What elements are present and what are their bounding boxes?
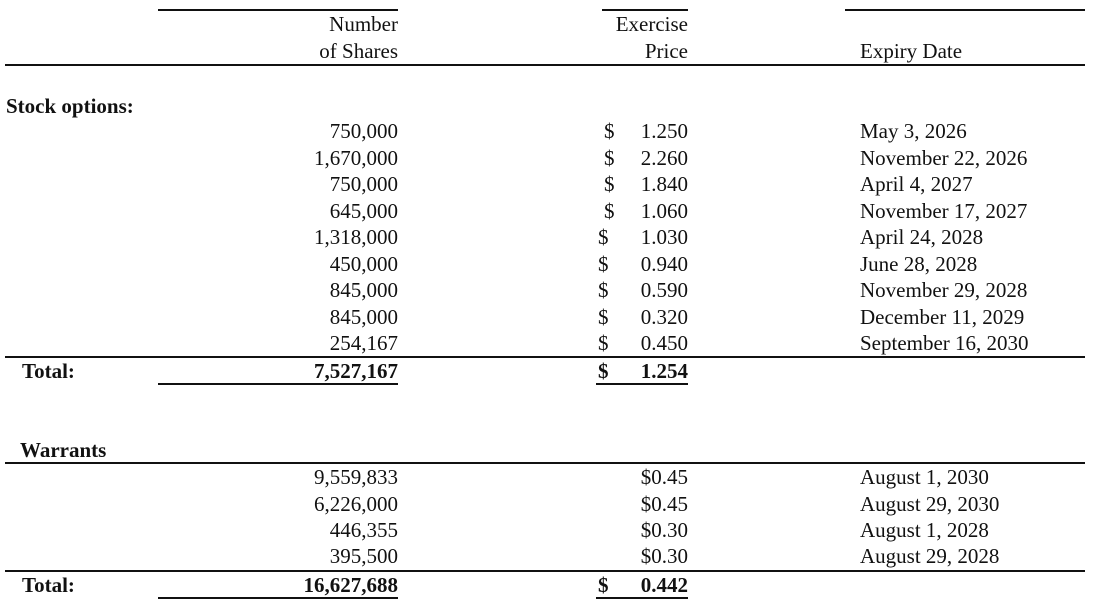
top-rule: [845, 9, 1085, 11]
total-price: 1.254: [640, 359, 688, 383]
price-cell: 0.590: [640, 278, 688, 302]
expiry-cell: May 3, 2026: [860, 119, 967, 143]
currency-cell: $: [598, 252, 609, 276]
currency-cell: $: [598, 225, 609, 249]
total-underline: [158, 597, 398, 599]
total-underline: [158, 383, 398, 385]
expiry-cell: April 24, 2028: [860, 225, 984, 249]
price-cell: 2.260: [640, 146, 688, 170]
total-price: 0.442: [640, 573, 688, 597]
price-cell: 1.840: [640, 172, 688, 196]
total-underline: [596, 597, 688, 599]
total-shares: 16,627,688: [303, 573, 398, 597]
header-rule: [5, 64, 1085, 66]
expiry-cell: April 4, 2027: [860, 172, 973, 196]
top-rule: [158, 9, 398, 11]
header-expiry: Expiry Date: [860, 39, 963, 63]
total-underline: [596, 383, 688, 385]
expiry-cell: August 1, 2028: [860, 518, 989, 542]
currency-cell: $: [598, 305, 609, 329]
expiry-cell: June 28, 2028: [860, 252, 978, 276]
shares-cell: 254,167: [329, 331, 398, 355]
shares-cell: 845,000: [329, 278, 398, 302]
total-rule: [5, 356, 1085, 358]
total-label: Total:: [22, 359, 75, 383]
shares-cell: 1,318,000: [314, 225, 398, 249]
total-shares: 7,527,167: [314, 359, 398, 383]
price-cell: 1.250: [640, 119, 688, 143]
currency-cell: $: [604, 119, 615, 143]
stock-options-heading: Stock options:: [6, 94, 134, 118]
expiry-cell: November 22, 2026: [860, 146, 1028, 170]
total-currency: $: [598, 573, 609, 597]
price-cell: $0.45: [640, 492, 688, 516]
expiry-cell: November 17, 2027: [860, 199, 1028, 223]
top-rule: [602, 9, 688, 11]
expiry-cell: November 29, 2028: [860, 278, 1028, 302]
header-price-line1: Exercise: [615, 12, 688, 36]
shares-cell: 645,000: [329, 199, 398, 223]
shares-cell: 750,000: [329, 172, 398, 196]
shares-cell: 395,500: [329, 544, 398, 568]
header-price-line2: Price: [644, 39, 688, 63]
warrants-rule: [5, 462, 1085, 464]
warrants-heading: Warrants: [20, 438, 107, 462]
total-rule: [5, 570, 1085, 572]
price-cell: $0.30: [640, 544, 688, 568]
currency-cell: $: [598, 331, 609, 355]
expiry-cell: August 29, 2028: [860, 544, 1000, 568]
total-currency: $: [598, 359, 609, 383]
expiry-cell: August 1, 2030: [860, 465, 989, 489]
shares-cell: 9,559,833: [314, 465, 398, 489]
expiry-cell: August 29, 2030: [860, 492, 1000, 516]
price-cell: $0.30: [640, 518, 688, 542]
price-cell: 0.450: [640, 331, 688, 355]
currency-cell: $: [604, 172, 615, 196]
price-cell: 1.030: [640, 225, 688, 249]
currency-cell: $: [598, 278, 609, 302]
shares-cell: 845,000: [329, 305, 398, 329]
shares-cell: 6,226,000: [314, 492, 398, 516]
expiry-cell: September 16, 2030: [860, 331, 1029, 355]
currency-cell: $: [604, 199, 615, 223]
shares-cell: 450,000: [329, 252, 398, 276]
price-cell: 0.940: [640, 252, 688, 276]
shares-cell: 446,355: [329, 518, 398, 542]
currency-cell: $: [604, 146, 615, 170]
price-cell: 1.060: [640, 199, 688, 223]
price-cell: 0.320: [640, 305, 688, 329]
header-shares-line2: of Shares: [319, 39, 398, 63]
total-label: Total:: [22, 573, 75, 597]
price-cell: $0.45: [640, 465, 688, 489]
expiry-cell: December 11, 2029: [860, 305, 1025, 329]
header-shares-line1: Number: [329, 12, 398, 36]
shares-cell: 1,670,000: [314, 146, 398, 170]
shares-cell: 750,000: [329, 119, 398, 143]
